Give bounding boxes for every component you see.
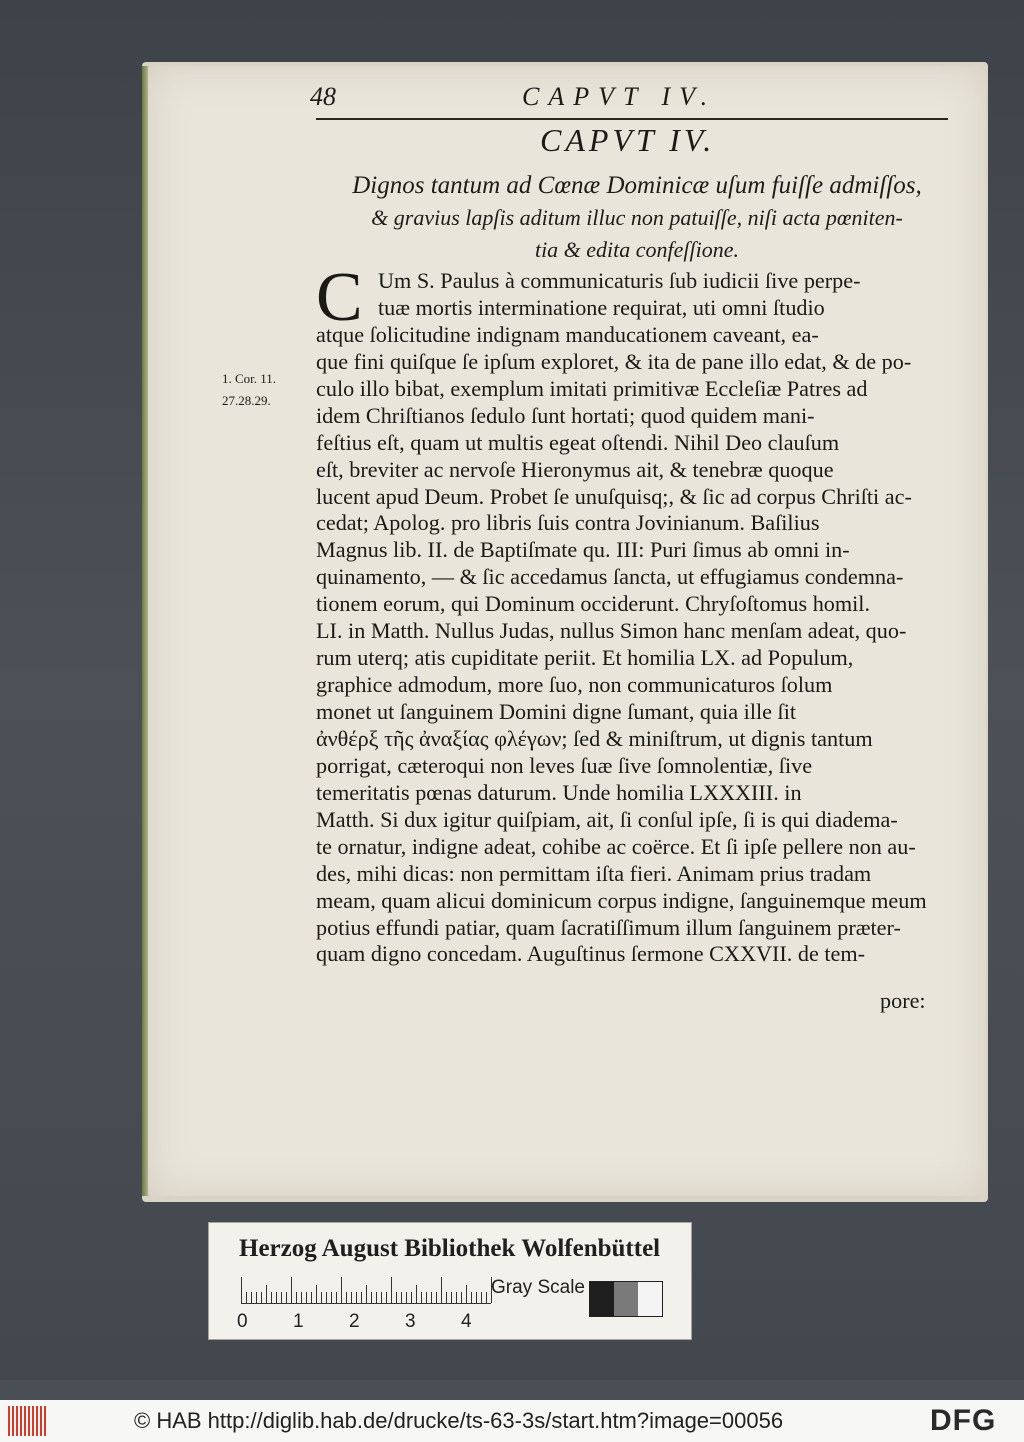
ruler-tick bbox=[266, 1285, 267, 1303]
ruler-tick bbox=[296, 1292, 297, 1303]
body-line: tionem eorum, qui Dominum occiderunt. Chryſoſtomus homil. bbox=[316, 591, 871, 617]
ruler-tick bbox=[476, 1292, 477, 1303]
body-line: Matth. Si dux igitur quiſpiam, ait, ſi conſul ipſe, ſi is qui diadema- bbox=[316, 806, 898, 832]
ruler-tick bbox=[286, 1292, 287, 1303]
ruler-tick bbox=[336, 1292, 337, 1303]
body-line: idem Chriſtianos ſedulo ſunt hortati; quod quidem mani- bbox=[316, 402, 815, 428]
ruler-tick bbox=[341, 1277, 342, 1303]
ruler-tick bbox=[331, 1292, 332, 1303]
ruler-tick bbox=[306, 1292, 307, 1303]
running-head bbox=[310, 82, 950, 112]
ruler-tick bbox=[376, 1292, 377, 1303]
body-line: tuæ mortis interminatione requirat, uti omni ſtudio bbox=[378, 294, 825, 320]
ruler-number: 2 bbox=[349, 1311, 360, 1332]
ruler-tick bbox=[451, 1292, 452, 1303]
ruler-tick bbox=[371, 1292, 372, 1303]
ruler-tick bbox=[486, 1292, 487, 1303]
body-line: ἀνθέρξ τῆς ἀναξίας φλέγων; ſed & miniſtrum, ut dignis tantum bbox=[316, 725, 873, 751]
ruler-tick bbox=[346, 1292, 347, 1303]
grayscale-label: Gray Scale bbox=[491, 1277, 585, 1298]
ruler-tick bbox=[401, 1292, 402, 1303]
body-line: eſt, breviter ac nervoſe Hieronymus ait, & tenebræ quoque bbox=[316, 456, 834, 482]
ruler-tick bbox=[321, 1292, 322, 1303]
ruler-tick bbox=[356, 1292, 357, 1303]
ruler-tick bbox=[416, 1285, 417, 1303]
chapter-subtitle bbox=[312, 170, 962, 266]
ruler-tick bbox=[421, 1292, 422, 1303]
body-line: quinamento, — & ſic accedamus ſancta, ut effugiamus condemna- bbox=[316, 564, 904, 590]
ruler-tick bbox=[431, 1292, 432, 1303]
ruler-tick bbox=[251, 1292, 252, 1303]
body-line: rum uterq; atis cupiditate periit. Et homilia LX. ad Populum, bbox=[316, 645, 854, 671]
ruler-tick bbox=[311, 1292, 312, 1303]
ruler-tick bbox=[291, 1277, 292, 1303]
subtitle-line: tia & edita confeſſione. bbox=[534, 237, 740, 262]
footer-bar bbox=[0, 1400, 1024, 1442]
ruler-tick bbox=[261, 1292, 262, 1303]
ruler-tick bbox=[411, 1292, 412, 1303]
body-line: des, mihi dicas: non permittam iſta fieri. Animam prius tradam bbox=[316, 860, 872, 886]
body-line: potius effundi patiar, quam ſacratiſſimum illum ſanguinem præter- bbox=[316, 914, 901, 940]
body-line: meam, quam alicui dominicum corpus indigne, ſanguinemque meum bbox=[316, 887, 927, 913]
body-line: quam digno concedam. Auguſtinus ſermone CXXVII. de tem- bbox=[316, 941, 866, 967]
ruler-tick bbox=[241, 1277, 242, 1303]
ruler-tick bbox=[256, 1292, 257, 1303]
page-number: 48 bbox=[310, 82, 336, 111]
body-line: LI. in Matth. Nullus Judas, nullus Simon hanc menſam adeat, quo- bbox=[316, 618, 907, 644]
body-line: porrigat, cæteroqui non leves ſuæ ſive ſomnolentiæ, ſive bbox=[316, 752, 813, 778]
body-line: graphice admodum, more ſuo, non communicaturos ſolum bbox=[316, 672, 833, 698]
ruler-tick bbox=[386, 1292, 387, 1303]
ruler-tick bbox=[301, 1292, 302, 1303]
margin-note-line: 27.28.29. bbox=[222, 393, 271, 408]
subtitle-line: Dignos tantum ad Cœnæ Dominicæ uſum fuiſſe admiſſos, bbox=[352, 172, 922, 199]
catchword: pore: bbox=[880, 988, 926, 1013]
ruler-tick bbox=[361, 1292, 362, 1303]
ruler-tick bbox=[441, 1277, 442, 1303]
ruler-tick bbox=[316, 1285, 317, 1303]
ruler-number: 1 bbox=[293, 1311, 304, 1332]
ruler-tick bbox=[436, 1292, 437, 1303]
body-line: Magnus lib. II. de Baptiſmate qu. III: Puri ſimus ab omni in- bbox=[316, 537, 850, 563]
ruler-tick bbox=[481, 1292, 482, 1303]
body-text bbox=[316, 259, 960, 968]
body-line: que fini quiſque ſe ipſum exploret, & ita de pane illo edat, & de po- bbox=[316, 348, 912, 374]
body-line: culo illo bibat, exemplum imitati primitivæ Eccleſiæ Patres ad bbox=[316, 375, 868, 401]
ruler-number: 3 bbox=[405, 1311, 416, 1332]
chapter-title: CAPVT IV. bbox=[540, 122, 716, 158]
hab-logo-icon bbox=[8, 1406, 48, 1436]
ruler-tick bbox=[391, 1277, 392, 1303]
ruler-tick bbox=[246, 1292, 247, 1303]
grayscale-patch bbox=[638, 1282, 662, 1316]
margin-note-line: 1. Cor. 11. bbox=[222, 371, 277, 386]
library-name: Herzog August Bibliothek Wolfenbüttel bbox=[239, 1235, 661, 1262]
ruler-tick bbox=[281, 1292, 282, 1303]
ruler-tick bbox=[426, 1292, 427, 1303]
grayscale-patch bbox=[614, 1282, 638, 1316]
ruler-tick bbox=[406, 1292, 407, 1303]
ruler-tick bbox=[271, 1292, 272, 1303]
ruler-numbers bbox=[237, 1311, 497, 1333]
grayscale-swatch bbox=[589, 1281, 663, 1317]
body-line: temeritatis pœnas daturum. Unde homilia LXXXIII. in bbox=[316, 779, 802, 805]
running-title: CAPVT IV. bbox=[522, 82, 717, 111]
grayscale-patch bbox=[590, 1282, 614, 1316]
margin-note bbox=[222, 368, 312, 412]
ruler-tick bbox=[381, 1292, 382, 1303]
header-rule bbox=[316, 118, 948, 120]
ruler-tick bbox=[466, 1285, 467, 1303]
ruler-tick bbox=[461, 1292, 462, 1303]
ruler-number: 0 bbox=[237, 1311, 248, 1332]
ruler-tick bbox=[351, 1292, 352, 1303]
scale-ruler bbox=[241, 1275, 491, 1304]
body-line: atque ſolicitudine indignam manducationem caveant, ea- bbox=[316, 321, 819, 347]
body-line: lucent apud Deum. Probet ſe unuſquisq;, & ſic ad corpus Chriſti ac- bbox=[316, 483, 912, 509]
ruler-tick bbox=[446, 1292, 447, 1303]
ruler-tick bbox=[276, 1292, 277, 1303]
ruler-tick bbox=[456, 1292, 457, 1303]
ruler-tick bbox=[366, 1285, 367, 1303]
body-line: feſtius eſt, quam ut multis egeat oſtendi. Nihil Deo clauſum bbox=[316, 429, 840, 455]
body-line: te ornatur, indigne adeat, cohibe ac coërce. Et ſi ipſe pellere non au- bbox=[316, 833, 916, 859]
body-line: monet ut ſanguinem Domini digne ſumant, quia ille ſit bbox=[316, 699, 797, 724]
library-card bbox=[208, 1222, 692, 1340]
ruler-tick bbox=[471, 1292, 472, 1303]
drop-cap: C bbox=[316, 259, 363, 336]
source-url[interactable]: © HAB http://diglib.hab.de/drucke/ts-63-3s/start.htm?image=00056 bbox=[134, 1408, 784, 1433]
ruler-tick bbox=[396, 1292, 397, 1303]
ruler-tick bbox=[326, 1292, 327, 1303]
dfg-logo: DFG bbox=[930, 1404, 997, 1437]
subtitle-line: & gravius lapſis aditum illuc non patuiſſe, niſi acta pœniten- bbox=[371, 205, 903, 230]
body-line: Um S. Paulus à communicaturis ſub iudicii ſive perpe- bbox=[378, 268, 861, 293]
ruler-number: 4 bbox=[461, 1311, 472, 1332]
body-line: cedat; Apolog. pro libris ſuis contra Jovinianum. Baſilius bbox=[316, 510, 820, 536]
